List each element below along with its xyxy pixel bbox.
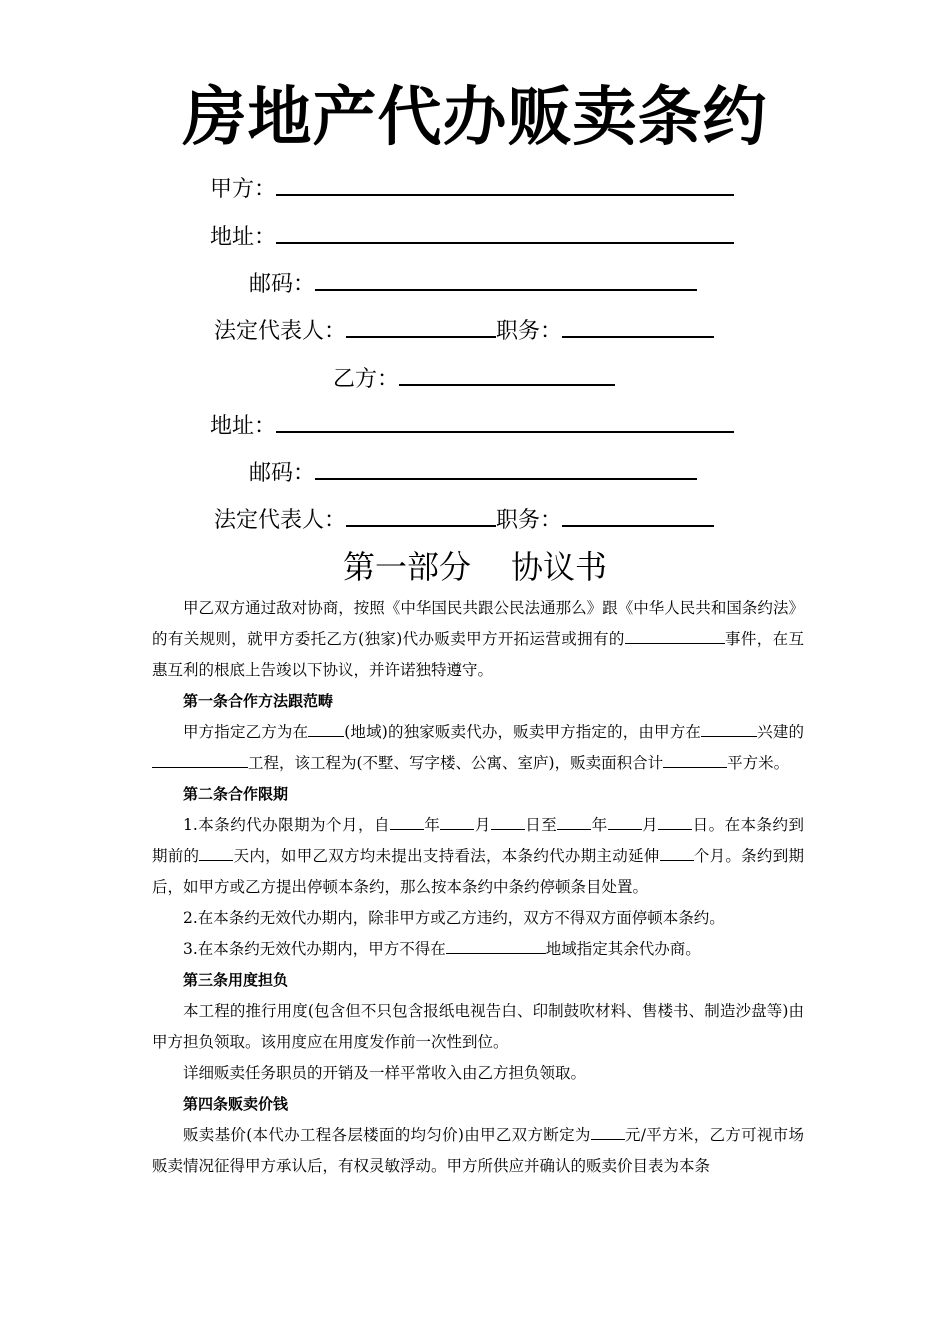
party-b-address-label: 地址：: [210, 414, 277, 439]
party-a-label: 甲方：: [210, 177, 277, 202]
year-label-1: 年: [423, 816, 441, 834]
article2-text-a: 1.本条约代办限期为个月，自: [183, 816, 390, 834]
party-a-rep-blank[interactable]: [346, 316, 496, 338]
party-b-position-label: 职务：: [496, 508, 563, 533]
party-b-postcode-blank[interactable]: [315, 458, 697, 480]
article4-heading: 第四条贩卖价钱: [183, 1095, 289, 1113]
contract-body: [152, 593, 804, 1182]
month-label-2: 月: [641, 816, 659, 834]
article3-paragraph2: 详细贩卖任务职员的开销及一样平常收入由乙方担负领取。: [183, 1064, 587, 1082]
intro-blank[interactable]: [625, 631, 725, 644]
location-blank[interactable]: [701, 724, 757, 737]
article1-paragraph: [152, 717, 804, 779]
article1-text-d: 工程，该工程为(不墅、写字楼、公寓、室庐)，贩卖面积合计: [248, 754, 664, 772]
article1-text-c: 兴建的: [757, 723, 804, 741]
article2-paragraph1: [152, 810, 804, 903]
article4-text-b: 元/平方米，乙方可视市场贩卖情况征得甲方承认后，有权灵敏浮动。甲方所供应并确认的贩卖价目表为本条: [152, 1126, 804, 1175]
article2-text-p3b: 地域指定其余代办商。: [545, 940, 701, 958]
end-day-blank[interactable]: [658, 817, 692, 830]
intro-text-b: 事件，在互惠互利的根底上告竣以下协议，并许诺独特遵守。: [152, 630, 804, 679]
party-a-address-label: 地址：: [210, 225, 277, 250]
party-b-label: 乙方：: [333, 367, 400, 392]
article2-paragraph3: [152, 934, 804, 965]
party-b-postcode-label: 邮码：: [249, 461, 316, 486]
party-b-rep-field: [214, 505, 714, 536]
party-a-field: [210, 174, 734, 205]
intro-paragraph: [152, 593, 804, 686]
section-heading: [0, 546, 950, 588]
month-label-1: 月: [474, 816, 491, 834]
party-b-field: [333, 364, 615, 395]
party-a-position-blank[interactable]: [562, 316, 714, 338]
intro-text-a: 甲乙双方通过敌对协商，按照《中华国民共跟公民法通那么》跟《中华人民共和国条约法》的有关规则，就甲方委托乙方(独家)代办贩卖甲方开拓运营或拥有的: [152, 599, 804, 648]
party-b-address-blank[interactable]: [276, 411, 734, 433]
end-month-blank[interactable]: [608, 817, 642, 830]
start-month-blank[interactable]: [440, 817, 474, 830]
base-price-blank[interactable]: [591, 1127, 625, 1140]
party-b-postcode-field: [249, 458, 697, 489]
article4-text-a: 贩卖基价(本代办工程各层楼面的均匀价)由甲乙双方断定为: [183, 1126, 591, 1144]
article4-paragraph1: [152, 1120, 804, 1182]
party-a-address-field: [210, 222, 734, 253]
party-b-rep-blank[interactable]: [346, 505, 496, 527]
article3-heading: 第三条用度担负: [183, 971, 289, 989]
article1-text-a: 甲方指定乙方为在: [183, 723, 309, 741]
party-b-rep-label: 法定代表人：: [214, 508, 347, 533]
section-name: 协议书: [511, 548, 608, 586]
document-title: 房地产代办贩卖条约: [182, 81, 768, 155]
party-a-rep-label: 法定代表人：: [214, 319, 347, 344]
article1-text-e: 平方米。: [727, 754, 790, 772]
area-blank[interactable]: [663, 755, 727, 768]
party-b-position-blank[interactable]: [562, 505, 714, 527]
party-a-address-blank[interactable]: [276, 222, 734, 244]
days-blank[interactable]: [199, 848, 233, 861]
article1-heading: 第一条合作方法跟范畴: [183, 692, 334, 710]
start-year-blank[interactable]: [390, 817, 424, 830]
party-b-address-field: [210, 411, 734, 442]
project-blank[interactable]: [152, 755, 248, 768]
party-a-postcode-blank[interactable]: [315, 269, 697, 291]
article2-text-d: 个月。条约到期后，如甲方或乙方提出停顿本条约，那么按本条约中条约停顿条目处置。: [152, 847, 804, 896]
region-blank-2[interactable]: [446, 941, 546, 954]
region-blank[interactable]: [308, 724, 344, 737]
article2-paragraph2: 2.在本条约无效代办期内，除非甲方或乙方违约，双方不得双方面停顿本条约。: [183, 909, 725, 927]
months-blank[interactable]: [660, 848, 694, 861]
party-a-postcode-field: [249, 269, 697, 300]
party-a-blank[interactable]: [276, 174, 734, 196]
party-a-postcode-label: 邮码：: [249, 272, 316, 297]
party-b-blank[interactable]: [399, 364, 615, 386]
article2-heading: 第二条合作限期: [183, 785, 289, 803]
article2-text-c: 天内，如甲乙双方均未提出支持看法，本条约代办期主动延伸: [233, 847, 660, 865]
article1-text-b: (地域)的独家贩卖代办，贩卖甲方指定的，由甲方在: [344, 723, 702, 741]
day-end-label: 日。: [692, 816, 725, 834]
article2-text-b: 在本条约到期前的: [152, 816, 804, 865]
start-day-blank[interactable]: [491, 817, 525, 830]
end-year-blank[interactable]: [557, 817, 591, 830]
day-to-label: 日至: [524, 816, 558, 834]
year-label-2: 年: [591, 816, 608, 834]
article2-text-p3a: 3.在本条约无效代办期内，甲方不得在: [183, 940, 446, 958]
party-a-rep-field: [214, 316, 714, 347]
party-a-position-label: 职务：: [496, 319, 563, 344]
section-part: 第一部分: [342, 548, 471, 586]
article3-paragraph1: 本工程的推行用度(包含但不只包含报纸电视告白、印制鼓吹材料、售楼书、制造沙盘等)由甲方担负领取。该用度应在用度发作前一次性到位。: [152, 1002, 804, 1051]
